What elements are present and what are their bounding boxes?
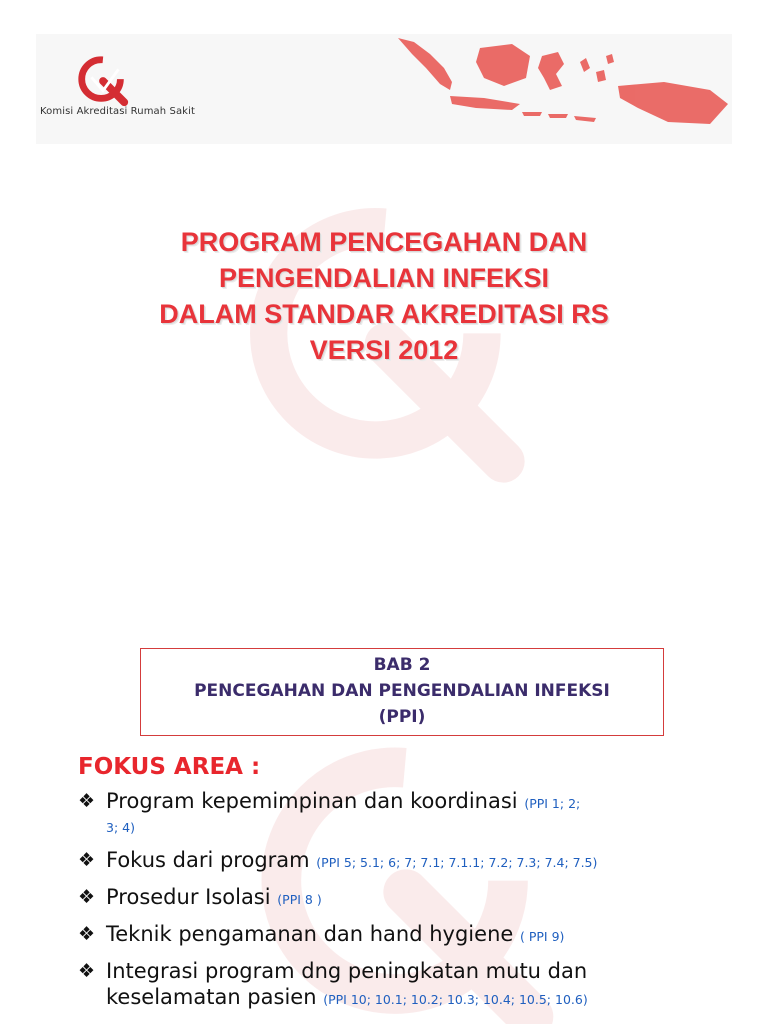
diamond-bullet-icon: ❖ (78, 960, 96, 982)
chapter-title: PENCEGAHAN DAN PENGENDALIAN INFEKSI (194, 681, 610, 701)
logo-caption: Komisi Akreditasi Rumah Sakit (40, 106, 195, 117)
item-ref: (PPI 1; 2; (524, 796, 581, 811)
content-slide (36, 612, 732, 1024)
diamond-bullet-icon: ❖ (78, 849, 96, 871)
item-ref: (PPI 10; 10.1; 10.2; 10.3; 10.4; 10.5; 10.6) (323, 992, 588, 1007)
chapter-number: BAB 2 (373, 655, 431, 675)
item-text: Prosedur Isolasi (106, 885, 271, 909)
item-ref: ( PPI 9) (519, 929, 565, 944)
item-ref: (PPI 5; 5.1; 6; 7; 7.1; 7.1.1; 7.2; 7.3; 7.4; 7.5) (316, 855, 598, 870)
list-item (78, 788, 728, 839)
list-item (78, 884, 728, 913)
list-item (78, 921, 728, 950)
item-text: Integrasi program dng peningkatan mutu dan keselamatan pasien (106, 959, 588, 1009)
title-line-4: VERSI 2012 (309, 335, 459, 365)
focus-area-heading: FOKUS AREA : (78, 754, 261, 780)
kars-logo-icon (74, 52, 132, 110)
list-item (78, 958, 728, 1013)
title-line-2: PENGENDALIAN INFEKSI (218, 263, 550, 293)
item-text: Teknik pengamanan dan hand hygiene (106, 922, 514, 946)
item-ref-continued: 3; 4) (106, 820, 135, 835)
title-slide (36, 34, 732, 564)
chapter-abbrev: (PPI) (378, 707, 426, 727)
title-line-1: PROGRAM PENCEGAHAN DAN (180, 227, 588, 257)
item-text: Program kepemimpinan dan koordinasi (106, 789, 518, 813)
slide-title (36, 224, 732, 368)
focus-list (78, 788, 728, 1021)
diamond-bullet-icon: ❖ (78, 790, 96, 812)
diamond-bullet-icon: ❖ (78, 923, 96, 945)
indonesia-map-graphic (392, 34, 732, 146)
chapter-box (140, 648, 664, 736)
item-text: Fokus dari program (106, 848, 310, 872)
diamond-bullet-icon: ❖ (78, 886, 96, 908)
item-ref: (PPI 8 ) (277, 892, 322, 907)
list-item (78, 847, 728, 876)
title-line-3: DALAM STANDAR AKREDITASI RS (159, 299, 609, 329)
